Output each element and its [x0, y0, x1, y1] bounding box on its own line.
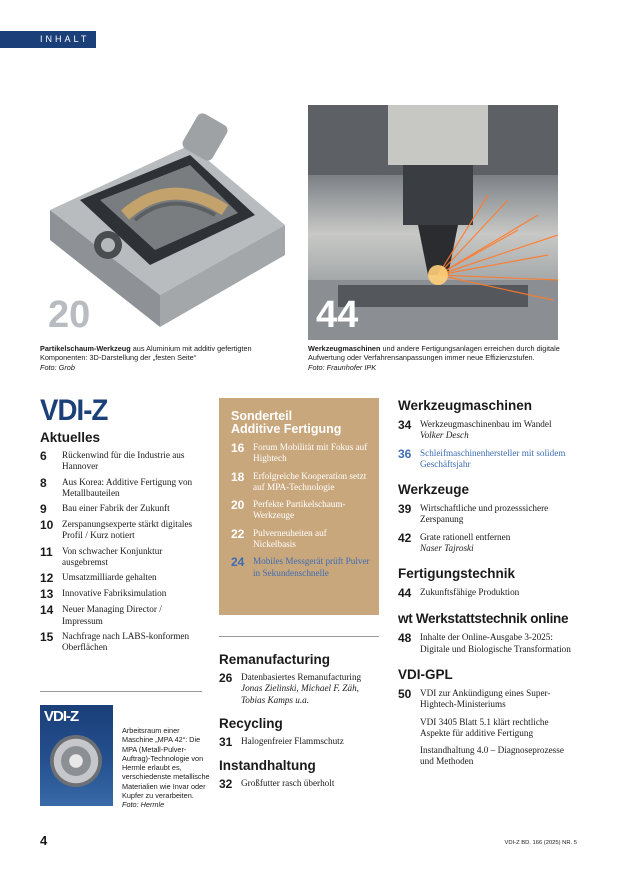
toc-authors: Naser Tajroski: [420, 543, 474, 554]
divider: [40, 691, 202, 692]
photo-partikelschaum-werkzeug: [40, 105, 298, 340]
photo-caption-left: [40, 344, 298, 372]
toc-title: VDI 3405 Blatt 5.1 klärt rechtliche Aspekte für additive Fertigung: [420, 716, 549, 738]
cover-logo: VDI-Z: [44, 708, 79, 725]
section-title-werkzeuge: Werkzeuge: [398, 482, 470, 498]
toc-title: Instandhaltung 4.0 – Diagnoseprozesse und Methoden: [420, 745, 564, 767]
toc-title: Pulverneuheiten auf Nickelbasis: [253, 527, 327, 550]
toc-entry[interactable]: [398, 688, 578, 711]
toc-title: Perfekte Partikelschaum-Werkzeuge: [253, 499, 346, 521]
toc-title: Schleifmaschinenhersteller mit solidem Geschäftsjahr: [420, 447, 566, 469]
toc-title: Neuer Managing Director / Impressum: [62, 604, 162, 626]
toc-page-number: 6: [40, 449, 47, 463]
toc-page-number: 36: [398, 446, 412, 461]
sonderteil-box: [219, 398, 379, 615]
toc-entry[interactable]: [398, 503, 578, 526]
toc-page-number: 39: [398, 502, 412, 517]
photo-page-number: 44: [316, 294, 359, 336]
toc-page-number: 16: [231, 441, 245, 455]
toc-entry[interactable]: [231, 471, 371, 494]
toc-page-number: 48: [398, 631, 412, 646]
toc-entry[interactable]: [231, 499, 371, 522]
toc-title: Rückenwind für die Industrie aus Hannover: [62, 450, 185, 472]
divider: [219, 636, 379, 637]
toc-page-number: 10: [40, 518, 54, 533]
cover-machine-image: [50, 735, 102, 787]
photo-credit: Foto: Grob: [40, 362, 75, 372]
toc-page-number: 14: [40, 603, 54, 618]
toc-page-number: 44: [398, 586, 412, 601]
toc-entry[interactable]: [398, 587, 578, 599]
toc-entry[interactable]: [219, 778, 384, 790]
toc-entry[interactable]: [398, 632, 578, 655]
toc-title: Wirtschaftliche und prozesssichere Zerspanung: [420, 503, 549, 525]
toc-entry[interactable]: [231, 556, 371, 579]
cover-caption-text: Arbeitsraum einer Maschine „MPA 42“: Die MPA (Metall-Pulver-Auftrag)-Technologie von Hermle erlaubt es, verschiedenste metallische Materialien wie Invar oder Kupfer zu verarbeiten.: [122, 726, 210, 801]
caption-bold: Partikelschaum-Werkzeug: [40, 344, 131, 353]
caption-text: und andere Fertigungsanlagen erreichen durch digitale Aufwertung oder Verfahrensanpassungen immer neue Effizienzstufen.: [308, 344, 560, 363]
toc-authors: Volker Desch: [420, 430, 469, 441]
photo-caption-right: [308, 344, 566, 372]
toc-page-number: 32: [219, 776, 233, 791]
toc-title: Nachfrage nach LABS-konformen Oberflächen: [62, 630, 190, 653]
cover-caption: [122, 726, 212, 810]
section-title-instandhaltung: Instandhaltung: [219, 757, 316, 773]
section-title-aktuelles: Aktuelles: [40, 430, 101, 445]
toc-page-number: 11: [40, 544, 53, 559]
toc-title: Großfutter rasch überholt: [241, 777, 335, 788]
toc-title: Werkzeugmaschinenbau im Wandel: [420, 419, 552, 429]
toc-page-number: 20: [231, 498, 245, 513]
toc-entry[interactable]: [398, 419, 578, 442]
toc-page-number: 15: [40, 629, 54, 644]
sonderteil-title-line1: Sonderteil: [231, 409, 293, 423]
toc-entry[interactable]: [40, 588, 204, 600]
toc-title: Inhalte der Online-Ausgabe 3-2025: Digitale und Biologische Transformation: [420, 632, 571, 654]
toc-title: Grate rationell entfernen: [420, 531, 511, 542]
toc-entry[interactable]: [219, 736, 384, 748]
toc-page-number: 13: [40, 587, 54, 602]
toc-entry[interactable]: [40, 631, 204, 654]
toc-page-number: 8: [40, 475, 47, 490]
toc-page-number: 12: [40, 571, 54, 586]
toc-entry[interactable]: [40, 546, 204, 569]
toc-entry[interactable]: [398, 448, 578, 471]
toc-entry[interactable]: [398, 745, 578, 768]
section-tab: INHALT: [0, 31, 96, 48]
toc-title: VDI zur Ankündigung eines Super-Hightech-Ministeriums: [420, 687, 551, 710]
toc-page-number: 26: [219, 671, 233, 685]
caption-text: aus Aluminium mit additiv gefertigten Komponenten: 3D-Darstellung der „festen Seite“: [40, 344, 252, 363]
column-middle: [219, 652, 384, 794]
toc-entry[interactable]: [231, 528, 371, 551]
toc-entry[interactable]: [40, 519, 204, 542]
toc-title: Von schwacher Konjunktur ausgebremst: [62, 545, 163, 568]
toc-title: Zerspanungsexperte stärkt digitales Profil / Kurz notiert: [62, 519, 193, 541]
toc-page-number: 18: [231, 469, 245, 484]
toc-title: Datenbasiertes Remanufacturing: [241, 672, 362, 682]
column-right: [398, 398, 578, 772]
section-title-wt: wt Werkstattstechnik online: [398, 611, 569, 627]
toc-page-number: 34: [398, 418, 412, 432]
toc-title: Mobiles Messgerät prüft Pulver in Sekundenschnelle: [253, 556, 370, 578]
toc-entry[interactable]: [40, 503, 204, 515]
toc-entry[interactable]: [40, 450, 204, 473]
photo-page-number: 20: [48, 294, 91, 336]
column-aktuelles: [40, 394, 204, 658]
toc-title: Innovative Fabriksimulation: [62, 588, 167, 599]
toc-title: Zukunftsfähige Produktion: [420, 587, 520, 598]
toc-page-number: 50: [398, 686, 412, 701]
toc-title: Forum Mobilität mit Fokus auf Hightech: [253, 442, 368, 464]
section-title-werkzeugmaschinen: Werkzeugmaschinen: [398, 398, 533, 413]
photo-credit: Foto: Fraunhofer IPK: [308, 362, 377, 372]
photo-werkzeugmaschine: [308, 105, 558, 340]
toc-page-number: 22: [231, 526, 245, 541]
toc-entry[interactable]: [219, 672, 384, 706]
sonderteil-title-line2: Additive Fertigung: [231, 422, 342, 436]
toc-entry[interactable]: [231, 442, 371, 465]
toc-title: Bau einer Fabrik der Zukunft: [62, 503, 170, 514]
toc-entry[interactable]: [40, 572, 204, 584]
toc-page-number: 9: [40, 502, 47, 517]
toc-page-number: 42: [398, 530, 412, 545]
magazine-cover: [40, 705, 113, 806]
section-title-vdi-gpl: VDI-GPL: [398, 666, 453, 682]
toc-entry[interactable]: [40, 604, 204, 627]
issue-info: VDI-Z BD. 166 (2025) NR. 5: [504, 840, 577, 846]
toc-entry[interactable]: [40, 477, 204, 500]
toc-entry[interactable]: [398, 532, 578, 555]
toc-title: Erfolgreiche Kooperation setzt auf MPA-Technologie: [253, 470, 367, 492]
photo-credit: Foto: Hermle: [122, 800, 165, 810]
section-title-remanufacturing: Remanufacturing: [219, 652, 331, 667]
sonderteil-title: [231, 410, 371, 436]
toc-title: Halogenfreier Flammschutz: [241, 735, 344, 746]
toc-authors: Jonas Zielinski, Michael F. Zäh, Tobias Kamps u.a.: [241, 683, 359, 705]
page-number: 4: [40, 833, 48, 848]
toc-entry[interactable]: [398, 717, 578, 740]
toc-page-number: 31: [219, 734, 233, 749]
section-title-recycling: Recycling: [219, 715, 283, 731]
toc-title: Aus Korea: Additive Fertigung von Metallbauteilen: [62, 476, 193, 498]
caption-bold: Werkzeugmaschinen: [308, 344, 381, 353]
toc-page-number: 24: [231, 555, 245, 570]
vdi-z-logo: VDI-Z: [40, 394, 108, 427]
toc-title: Umsatzmilliarde gehalten: [62, 572, 157, 583]
section-title-fertigungstechnik: Fertigungstechnik: [398, 566, 516, 582]
